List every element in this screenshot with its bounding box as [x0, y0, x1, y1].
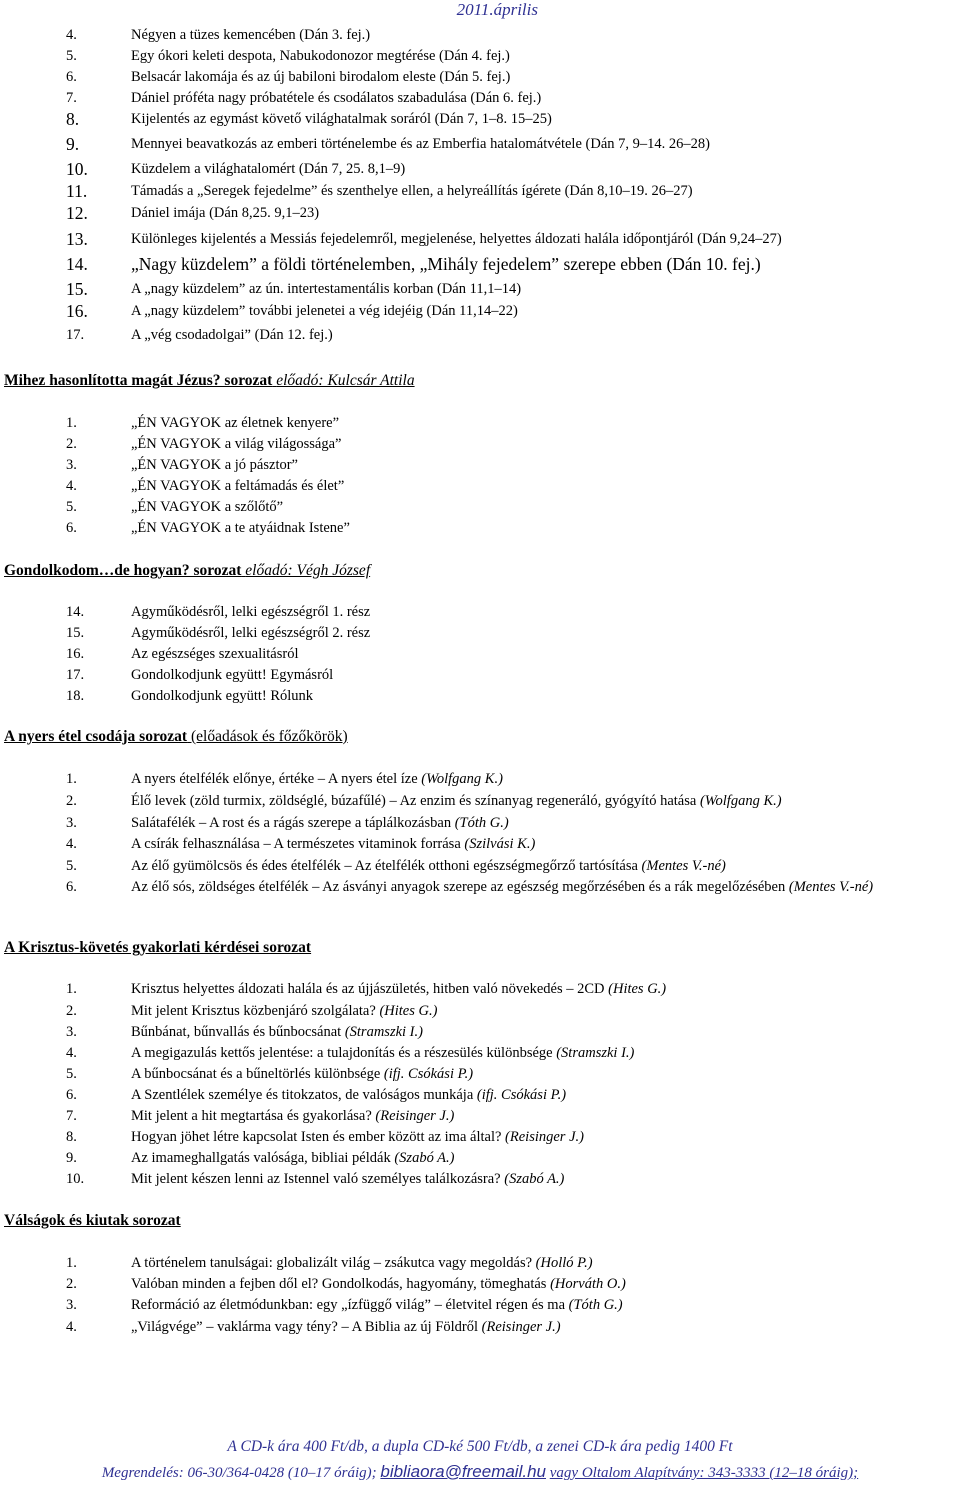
list-item-title: „ÉN VAGYOK az életnek kenyere” — [131, 415, 340, 431]
list-item-text — [131, 280, 521, 298]
list-item-text — [131, 1170, 564, 1188]
list-item-author: (Reisinger J.) — [481, 1319, 561, 1335]
list-item-number: 4. — [66, 1319, 77, 1335]
list-item-title: Gondolkodjunk együtt! Rólunk — [131, 688, 314, 704]
list-item-text — [131, 182, 693, 200]
list-item-number: 6. — [66, 1087, 77, 1103]
list-item-author: (ifj. Csókási P.) — [476, 1087, 567, 1103]
list-item-author: (Stramszki I.) — [344, 1024, 423, 1040]
list-item-number: 3. — [66, 457, 77, 473]
list-item-text — [131, 326, 333, 344]
section-title: A Krisztus-követés gyakorlati kérdései sorozat — [4, 939, 312, 956]
list-item-number: 8. — [66, 109, 80, 129]
list-item-title: Gondolkodjunk együtt! Egymásról — [131, 667, 334, 683]
list-item-text — [131, 878, 956, 896]
list-item-number: 4. — [66, 27, 77, 43]
list-item-text — [131, 204, 319, 222]
list-item-number: 15. — [66, 279, 88, 299]
list-item-text — [131, 135, 710, 153]
list-item-number: 5. — [66, 1066, 77, 1082]
list-item-text — [131, 980, 666, 998]
list-item-author: (Stramszki I.) — [556, 1045, 635, 1061]
list-item-text — [131, 110, 552, 128]
list-item-title: „ÉN VAGYOK a szőlőtő” — [131, 499, 284, 515]
list-item-title: A „nagy küzdelem” további jelenetei a vég idejéig (Dán 11,14–22) — [131, 303, 518, 319]
list-item-number: 4. — [66, 478, 77, 494]
list-item-title: „ÉN VAGYOK a te atyáidnak Istene” — [131, 520, 350, 536]
section-title: Válságok és kiutak sorozat — [4, 1212, 181, 1229]
list-item-number: 5. — [66, 858, 77, 874]
list-item-title: Hogyan jöhet létre kapcsolat Isten és ember között az ima által? — [131, 1129, 502, 1145]
list-item-title: „Világvége” – vaklárma vagy tény? – A Biblia az új Földről — [131, 1319, 479, 1335]
list-item-number: 3. — [66, 815, 77, 831]
list-item-title: Mennyei beavatkozás az emberi történelembe és az Emberfia hatalomátvétele (Dán 7, 9–14. 26–28) — [131, 136, 710, 152]
list-item-number: 3. — [66, 1297, 77, 1313]
list-item-author: (Szilvási K.) — [464, 836, 536, 852]
list-item-number: 2. — [66, 436, 77, 452]
list-item-text — [131, 857, 726, 875]
list-item-text — [131, 1254, 593, 1272]
section-title: Gondolkodom…de hogyan? sorozat — [4, 562, 242, 579]
list-item-title: A bűnbocsánat és a bűneltörlés különbsége — [131, 1066, 381, 1082]
list-item-number: 1. — [66, 415, 77, 431]
list-item-number: 1. — [66, 981, 77, 997]
list-item-title: A megigazulás kettős jelentése: a tulajdonítás és a részesülés különbsége — [131, 1045, 553, 1061]
list-item-title: A történelem tanulságai: globalizált világ – zsákutca vagy megoldás? — [131, 1255, 533, 1271]
list-item-number: 17. — [66, 667, 85, 683]
section-heading-krisztus — [4, 939, 311, 957]
list-item-number: 9. — [66, 1150, 77, 1166]
list-item-number: 1. — [66, 1255, 77, 1271]
list-item-text — [131, 687, 313, 705]
list-item-title: „ÉN VAGYOK a jó pásztor” — [131, 457, 298, 473]
list-item-text — [131, 47, 510, 65]
list-item-title: „ÉN VAGYOK a világ világossága” — [131, 436, 342, 452]
list-item-number: 12. — [66, 203, 88, 223]
list-item-text — [131, 1023, 423, 1041]
list-item-text — [131, 414, 339, 432]
list-item-author: (Reisinger J.) — [375, 1108, 455, 1124]
list-item-number: 10. — [66, 1171, 85, 1187]
list-item-text — [131, 230, 782, 248]
list-item-number: 5. — [66, 499, 77, 515]
footer-order-phone: Megrendelés: 06-30/364-0428 (10–17 óráig); — [101, 1465, 377, 1481]
list-item-title: Bűnbánat, bűnvallás és bűnbocsánat — [131, 1024, 342, 1040]
footer-email-link[interactable]: bibliaora@freemail.hu — [380, 1462, 546, 1481]
list-item-author: (ifj. Csókási P.) — [383, 1066, 474, 1082]
list-item-text — [131, 1275, 626, 1293]
list-item-author: (Holló P.) — [535, 1255, 593, 1271]
list-item-number: 6. — [66, 879, 77, 895]
list-item-title: Valóban minden a fejben dől el? Gondolkodás, hagyomány, tömeghatás — [131, 1276, 547, 1292]
list-item-number: 8. — [66, 1129, 77, 1145]
list-item-number: 3. — [66, 1024, 77, 1040]
list-item-title: Az imameghallgatás valósága, bibliai példák — [131, 1150, 391, 1166]
list-item-number: 4. — [66, 836, 77, 852]
list-item-number: 15. — [66, 625, 85, 641]
list-item-number: 14. — [66, 254, 88, 274]
section-presenter: előadó: Végh József — [245, 562, 371, 579]
list-item-number: 16. — [66, 646, 85, 662]
header-date: 2011.április — [456, 0, 538, 19]
list-item-text — [131, 814, 509, 832]
list-item-title: Agyműködésről, lelki egészségről 2. rész — [131, 625, 371, 641]
list-item-author: (Tóth G.) — [454, 815, 509, 831]
section-title: A nyers étel csodája sorozat — [4, 728, 188, 745]
list-item-title: Az egészséges szexualitásról — [131, 646, 299, 662]
list-item-author: (Tóth G.) — [568, 1297, 623, 1313]
section-heading-gondolkodom — [4, 562, 370, 580]
list-item-text — [131, 792, 782, 810]
list-item-number: 4. — [66, 1045, 77, 1061]
list-item-text — [131, 1086, 566, 1104]
list-item-author: (Hites G.) — [379, 1003, 438, 1019]
list-item-number: 5. — [66, 48, 77, 64]
section-heading-nyers — [4, 728, 348, 746]
list-item-author: (Szabó A.) — [504, 1171, 565, 1187]
list-item-text — [131, 26, 370, 44]
list-item-title: Mit jelent a hit megtartása és gyakorlása? — [131, 1108, 372, 1124]
list-item-text — [131, 302, 518, 320]
list-item-text — [131, 1044, 634, 1062]
list-item-title: Élő levek (zöld turmix, zöldséglé, búzafűlé) – Az enzim és színanyag regeneráló, gyógyító hatása — [131, 793, 697, 809]
section-heading-jezus — [4, 372, 415, 390]
list-item-title: A „vég csodadolgai” (Dán 12. fej.) — [131, 327, 333, 343]
footer-prices: A CD-k ára 400 Ft/db, a dupla CD-ké 500 Ft/db, a zenei CD-k ára pedig 1400 Ft — [227, 1438, 733, 1455]
list-item-title: „ÉN VAGYOK a feltámadás és élet” — [131, 478, 345, 494]
list-item-author: (Wolfgang K.) — [699, 793, 782, 809]
list-item-number: 11. — [66, 181, 88, 201]
list-item-text — [131, 498, 283, 516]
list-item-text — [131, 68, 510, 86]
list-item-author: (Reisinger J.) — [505, 1129, 584, 1145]
list-item-text — [131, 160, 405, 178]
list-item-number: 17. — [66, 327, 85, 343]
list-item-text — [131, 1318, 561, 1336]
list-item-text — [131, 477, 344, 495]
list-item-number: 1. — [66, 771, 77, 787]
list-item-number: 7. — [66, 90, 77, 106]
list-item-title: Krisztus helyettes áldozati halála és az újjászületés, hitben való növekedés – 2CD — [131, 981, 605, 997]
list-item-title: Dániel próféta nagy próbatétele és csodálatos szabadulása (Dán 6. fej.) — [131, 90, 542, 106]
list-item-author: (Mentes V.-né) — [788, 879, 874, 895]
list-item-title: Mit jelent Krisztus közbenjáró szolgálata? — [131, 1003, 376, 1019]
list-item-text — [131, 603, 370, 621]
list-item-text — [131, 770, 503, 788]
list-item-title: Négyen a tüzes kemencében (Dán 3. fej.) — [131, 27, 371, 43]
list-item-text — [131, 835, 535, 853]
section-presenter: előadó: Kulcsár Attila — [276, 372, 415, 389]
list-item-title: Küzdelem a világhatalomért (Dán 7, 25. 8,1–9) — [131, 161, 406, 177]
list-item-number: 14. — [66, 604, 85, 620]
list-item-number: 2. — [66, 1003, 77, 1019]
list-item-text — [131, 1002, 437, 1020]
list-item-title: A „nagy küzdelem” az ún. intertestamentális korban (Dán 11,1–14) — [131, 281, 522, 297]
list-item-title: Reformáció az életmódunkban: egy „ízfüggő világ” – életvitel régen és ma — [131, 1297, 566, 1313]
list-item-text — [131, 1149, 455, 1167]
list-item-title: Támadás a „Seregek fejedelme” és szenthelye ellen, a helyreállítás ígérete (Dán 8,10–19. 26–27) — [131, 183, 693, 199]
list-item-text — [131, 1296, 623, 1314]
list-item-text — [131, 519, 350, 537]
list-item-author: (Mentes V.-né) — [641, 858, 726, 874]
list-item-title: Mit jelent készen lenni az Istennel való személyes találkozásra? — [131, 1171, 501, 1187]
list-item-text — [131, 456, 298, 474]
list-item-text — [131, 435, 341, 453]
list-item-title: Különleges kijelentés a Messiás fejedelemről, megjelenése, helyettes áldozati halála időpontjáról (Dán 9,24–27) — [131, 231, 782, 247]
list-item-number: 2. — [66, 1276, 77, 1292]
list-item-text — [131, 89, 541, 107]
list-item-number: 13. — [66, 229, 88, 249]
list-item-number: 2. — [66, 793, 77, 809]
list-item-text — [131, 624, 370, 642]
list-item-number: 16. — [66, 301, 88, 321]
list-item-title: A Szentlélek személye és titokzatos, de valóságos munkája — [131, 1087, 474, 1103]
list-item-title: Dániel imája (Dán 8,25. 9,1–23) — [131, 205, 320, 221]
section-title: Mihez hasonlította magát Jézus? sorozat — [4, 372, 273, 389]
list-item-number: 7. — [66, 1108, 77, 1124]
list-item-title: Salátafélék – A rost és a rágás szerepe a táplálkozásban — [131, 815, 452, 831]
list-item-title: „Nagy küzdelem” a földi történelemben, „Mihály fejedelem” szerepe ebben (Dán 10. fej.) — [131, 254, 761, 274]
list-item-title: A csírák felhasználása – A természetes vitaminok forrása — [131, 836, 461, 852]
list-item-text — [131, 1128, 584, 1146]
list-item-text — [131, 1065, 473, 1083]
list-item-text — [131, 254, 761, 275]
list-item-number: 9. — [66, 134, 80, 154]
list-item-title: Belsacár lakomája és az új babiloni birodalom eleste (Dán 5. fej.) — [131, 69, 511, 85]
list-item-author: (Wolfgang K.) — [421, 771, 503, 787]
list-item-title: Agyműködésről, lelki egészségről 1. rész — [131, 604, 371, 620]
list-item-text — [131, 645, 299, 663]
list-item-text — [131, 1107, 454, 1125]
list-item-number: 6. — [66, 520, 77, 536]
section-heading-valsagok — [4, 1212, 181, 1230]
list-item-title: A nyers ételfélék előnye, értéke – A nyers étel íze — [131, 771, 418, 787]
list-item-text — [131, 666, 333, 684]
list-item-author: (Szabó A.) — [394, 1150, 455, 1166]
list-item-title: Kijelentés az egymást követő világhatalmak soráról (Dán 7, 1–8. 15–25) — [131, 111, 552, 127]
list-item-title: Egy ókori keleti despota, Nabukodonozor megtérése (Dán 4. fej.) — [131, 48, 510, 64]
list-item-author: (Horváth O.) — [550, 1276, 626, 1292]
list-item-number: 10. — [66, 159, 88, 179]
list-item-author: (Hites G.) — [608, 981, 667, 997]
list-item-title: Az élő sós, zöldséges ételfélék – Az ásványi anyagok szerepe az egészség megőrzésében és a rák megelőzésében — [131, 879, 786, 895]
list-item-number: 18. — [66, 688, 85, 704]
list-item-number: 6. — [66, 69, 77, 85]
list-item-title: Az élő gyümölcsös és édes ételfélék – Az ételfélék otthoni egészségmegőrző tartósítása — [131, 858, 638, 874]
section-subtitle: (előadások és főzőkörök) — [190, 728, 348, 745]
footer-alternative: vagy Oltalom Alapítvány: 343-3333 (12–18 óráig); — [549, 1465, 859, 1481]
footer-order-line — [0, 1462, 960, 1482]
